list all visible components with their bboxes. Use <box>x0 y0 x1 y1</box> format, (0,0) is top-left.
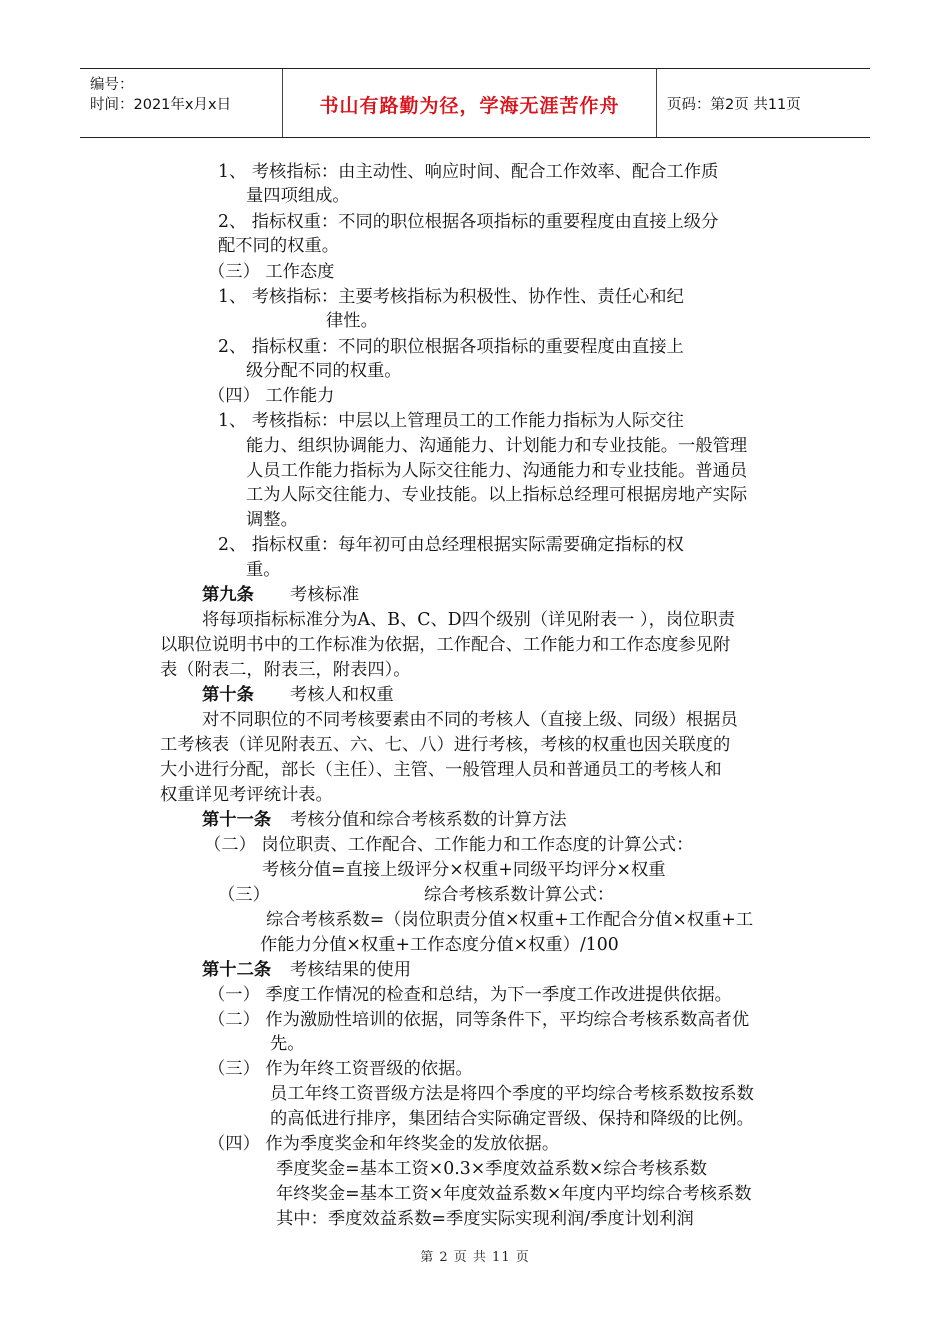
formula-line: 综合考核系数=（岗位职责分值×权重+工作配合分值×权重+工 <box>266 910 754 930</box>
doc-number: 编号： <box>90 77 134 93</box>
body-line: 级分配不同的权重。 <box>246 361 402 381</box>
body-line: 律性。 <box>326 311 378 331</box>
body-line: 调整。 <box>246 510 298 530</box>
body-line: 1、 考核指标：中层以上管理员工的工作能力指标为人际交往 <box>218 411 684 431</box>
header-motto: 书山有路勤为径，学海无涯苦作舟 <box>319 95 620 117</box>
body-line: 能力、组织协调能力、沟通能力、计划能力和专业技能。一般管理 <box>246 436 748 456</box>
body-line: 先。 <box>270 1034 305 1054</box>
body-line: （一） 季度工作情况的检查和总结，为下一季度工作改进提供依据。 <box>208 985 732 1005</box>
article-title: 考核结果的使用 <box>290 960 411 980</box>
section-heading: （三） 工作态度 <box>208 262 335 282</box>
body-line: 大小进行分配，部长（主任）、主管、一般管理人员和普通员工的考核人和 <box>160 760 722 780</box>
page-number-info: 页码：第2页 共11页 <box>667 97 801 113</box>
formula-line: 作能力分值×权重+工作态度分值×权重）/100 <box>260 935 619 955</box>
page-header <box>80 68 870 138</box>
header-page-cell <box>657 69 870 137</box>
body-line: 员工年终工资晋级方法是将四个季度的平均综合考核系数按系数 <box>270 1084 754 1104</box>
body-line: 工考核表（详见附表五、六、七、八）进行考核，考核的权重也因关联度的 <box>160 735 731 755</box>
body-line: 重。 <box>246 560 281 580</box>
formula-line: 其中：季度效益系数=季度实际实现利润/季度计划利润 <box>276 1209 694 1229</box>
doc-date: 时间：2021年x月x日 <box>90 97 232 113</box>
section-heading: （四） 工作能力 <box>208 386 335 406</box>
header-info-cell <box>80 69 283 137</box>
article-title: 考核标准 <box>290 585 360 605</box>
article-number: 第十二条 <box>202 960 272 980</box>
formula-line: 年终奖金=基本工资×年度效益系数×年度内平均综合考核系数 <box>276 1184 752 1204</box>
article-title: 考核人和权重 <box>290 685 394 705</box>
page-footer: 第 2 页 共 11 页 <box>420 1250 530 1265</box>
formula-line: 季度奖金=基本工资×0.3×季度效益系数×综合考核系数 <box>276 1159 708 1179</box>
body-line: 对不同职位的不同考核要素由不同的考核人（直接上级、同级）根据员 <box>202 710 738 730</box>
body-line: 工为人际交往能力、专业技能。以上指标总经理可根据房地产实际 <box>246 485 748 505</box>
body-line: 2、 指标权重：不同的职位根据各项指标的重要程度由直接上级分 <box>218 212 719 232</box>
header-motto-cell <box>283 69 657 137</box>
body-line: 1、 考核指标：由主动性、响应时间、配合工作效率、配合工作质 <box>218 162 719 182</box>
body-line: （四） 作为季度奖金和年终奖金的发放依据。 <box>208 1134 560 1154</box>
body-line: 综合考核系数计算公式： <box>424 885 615 905</box>
body-line: （二） 岗位职责、工作配合、工作能力和工作态度的计算公式： <box>204 835 694 855</box>
body-line: 权重详见考评统计表。 <box>160 785 333 805</box>
body-line: 的高低进行排序，集团结合实际确定晋级、保持和降级的比例。 <box>270 1109 754 1129</box>
list-marker: （三） <box>218 885 270 905</box>
body-line: （三） 作为年终工资晋级的依据。 <box>208 1059 473 1079</box>
body-line: 量四项组成。 <box>246 186 350 206</box>
formula-line: 考核分值=直接上级评分×权重+同级平均评分×权重 <box>262 860 666 880</box>
body-line: 将每项指标标准分为A、B、C、D四个级别（详见附表一 ），岗位职责 <box>202 610 735 630</box>
article-number: 第九条 <box>202 585 254 605</box>
body-line: 以职位说明书中的工作标准为依据，工作配合、工作能力和工作态度参见附 <box>160 635 731 655</box>
body-line: 1、 考核指标：主要考核指标为积极性、协作性、责任心和纪 <box>218 287 684 307</box>
article-number: 第十一条 <box>202 810 272 830</box>
body-line: 人员工作能力指标为人际交往能力、沟通能力和专业技能。普通员 <box>246 461 748 481</box>
body-line: 2、 指标权重：每年初可由总经理根据实际需要确定指标的权 <box>218 535 684 555</box>
body-line: 表（附表二，附表三，附表四）。 <box>160 660 411 680</box>
article-title: 考核分值和综合考核系数的计算方法 <box>290 810 567 830</box>
body-line: 配不同的权重。 <box>218 236 339 256</box>
article-number: 第十条 <box>202 685 254 705</box>
body-line: （二） 作为激励性培训的依据，同等条件下，平均综合考核系数高者优 <box>208 1010 750 1030</box>
body-line: 2、 指标权重：不同的职位根据各项指标的重要程度由直接上 <box>218 337 684 357</box>
